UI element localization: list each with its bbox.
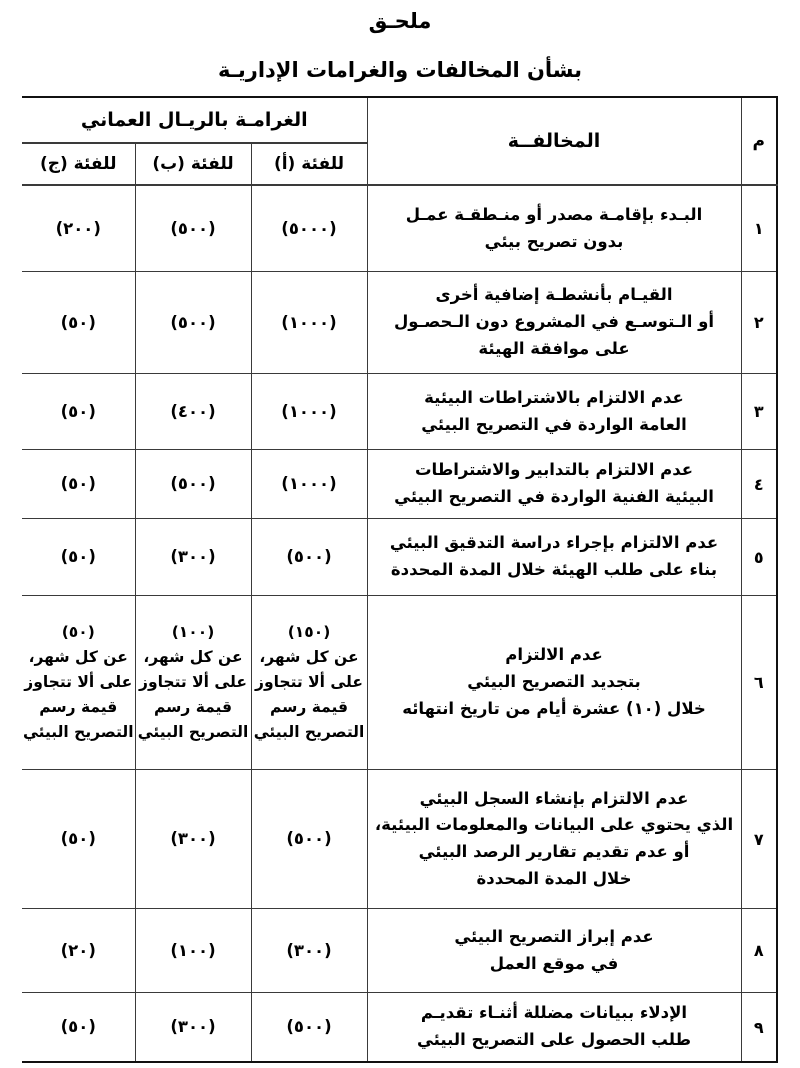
text-line: البـدء بإقامـة مصدر أو منـطقـة عمـل — [405, 204, 703, 224]
header-category-c: للفئة (ج) — [22, 143, 135, 185]
fee-condition-line: على ألا تتجاوز — [255, 672, 363, 691]
text-line: عدم الالتزام بإنشاء السجل البيئي — [419, 788, 689, 808]
table-header-row-1 — [22, 97, 777, 143]
fee-category-c — [22, 770, 135, 909]
fee-category-c — [22, 993, 135, 1063]
fee-amount: (٥٠٠) — [170, 218, 216, 238]
table-row — [22, 993, 777, 1063]
fee-category-b — [135, 770, 251, 909]
text-line: عدم الالتزام — [505, 645, 603, 665]
row-number: ٩ — [741, 993, 777, 1063]
fee-amount: (٥٠) — [60, 312, 96, 332]
fee-category-b — [135, 993, 251, 1063]
text-line: عدم إبراز التصريح البيئي — [454, 926, 654, 946]
table-row — [22, 374, 777, 450]
fee-condition-line: قيمة رسم — [270, 698, 348, 717]
violation-text — [367, 374, 741, 450]
fee-condition-line: عن كل شهر، — [143, 647, 243, 666]
text-line: عدم الالتزام بإجراء دراسة التدقيق البيئي — [389, 533, 719, 553]
fee-category-c — [22, 450, 135, 519]
table-row — [22, 519, 777, 596]
fee-amount: (٥٠) — [60, 547, 96, 567]
fines-table-container — [22, 96, 778, 1068]
fee-amount: (٣٠٠) — [170, 1017, 216, 1037]
table-row — [22, 596, 777, 770]
row-number: ٨ — [741, 909, 777, 993]
fee-amount: (١٠٠٠) — [281, 312, 337, 332]
violation-text — [367, 450, 741, 519]
fee-condition-line: التصريح البيئي — [22, 723, 134, 742]
table-row — [22, 770, 777, 909]
violation-text — [367, 272, 741, 374]
table-row — [22, 185, 777, 272]
page-subtitle: بشأن المخالفات والغرامات الإداريـة — [217, 58, 583, 83]
row-number: ٤ — [741, 450, 777, 519]
fee-category-b — [135, 374, 251, 450]
fee-category-b — [135, 596, 251, 770]
title-block — [0, 0, 800, 82]
fee-category-c — [22, 519, 135, 596]
fee-category-c — [22, 272, 135, 374]
fee-amount: (٢٠) — [60, 940, 96, 960]
fee-amount: (٤٠٠) — [170, 401, 216, 421]
fee-amount: (٥٠٠) — [286, 1017, 332, 1037]
fee-category-a — [251, 272, 367, 374]
header-fine-group: الغرامـة بالريـال العماني — [22, 97, 367, 143]
fee-amount: (٥٠) — [60, 829, 96, 849]
fee-amount: (٣٠٠) — [170, 829, 216, 849]
header-category-a: للفئة (أ) — [251, 143, 367, 185]
fee-category-a — [251, 374, 367, 450]
text-line: عدم الالتزام بالاشتراطات البيئية — [424, 387, 684, 407]
text-line: عدم الالتزام بالتدابير والاشتراطات — [414, 460, 694, 480]
page-title: ملحـق — [368, 9, 432, 33]
text-line: البيئية الفنية الواردة في التصريح البيئي — [394, 487, 714, 506]
text-line: الإدلاء ببيانات مضللة أثنـاء تقديـم — [420, 1003, 688, 1023]
fee-category-b — [135, 272, 251, 374]
fee-condition-line: التصريح البيئي — [253, 723, 365, 742]
text-line: طلب الحصول على التصريح البيئي — [416, 1030, 692, 1049]
fee-category-a — [251, 519, 367, 596]
text-line: بتجديد التصريح البيئي — [467, 672, 641, 692]
row-number: ٢ — [741, 272, 777, 374]
table-row — [22, 909, 777, 993]
fee-condition-line: التصريح البيئي — [137, 723, 249, 742]
violation-text — [367, 909, 741, 993]
row-number: ٦ — [741, 596, 777, 770]
text-line: أو عدم تقديم تقارير الرصد البيئي — [418, 842, 690, 861]
table-row — [22, 272, 777, 374]
fee-condition-line: قيمة رسم — [154, 698, 232, 717]
fee-condition-line: عن كل شهر، — [259, 647, 359, 666]
fee-amount: (١٠٠) — [171, 622, 215, 641]
fee-category-c — [22, 909, 135, 993]
fee-category-b — [135, 450, 251, 519]
fee-condition-line: قيمة رسم — [39, 698, 118, 717]
row-number: ٧ — [741, 770, 777, 909]
text-line: بدون تصريح بيئي — [484, 231, 624, 251]
fee-category-a — [251, 770, 367, 909]
fee-amount: (١٠٠٠) — [281, 401, 337, 421]
header-category-b: للفئة (ب) — [135, 143, 251, 185]
fines-table — [22, 96, 778, 1063]
fee-amount: (٥٠٠٠) — [281, 218, 337, 238]
fee-category-b — [135, 909, 251, 993]
fee-amount: (٥٠) — [61, 622, 95, 641]
text-line: الذي يحتوي على البيانات والمعلومات البيئية، — [374, 815, 734, 835]
text-line: على موافقة الهيئة — [478, 338, 630, 358]
violation-text — [367, 519, 741, 596]
fee-category-a — [251, 909, 367, 993]
fee-category-c — [22, 596, 135, 770]
fee-category-a — [251, 450, 367, 519]
fee-condition-line: عن كل شهر، — [28, 647, 128, 666]
row-number: ٣ — [741, 374, 777, 450]
row-number: ١ — [741, 185, 777, 272]
fee-category-c — [22, 185, 135, 272]
fee-category-b — [135, 519, 251, 596]
header-violation: المخالفــة — [367, 97, 741, 185]
fee-amount: (٥٠٠) — [286, 829, 332, 849]
violation-text — [367, 185, 741, 272]
fee-amount: (١٥٠) — [287, 622, 331, 641]
text-line: خلال المدة المحددة — [476, 868, 632, 888]
fee-condition-line: على ألا تتجاوز — [24, 672, 133, 691]
fee-amount: (٥٠) — [60, 1017, 96, 1037]
header-number: م — [741, 97, 777, 185]
fee-category-b — [135, 185, 251, 272]
violation-text — [367, 770, 741, 909]
text-line: القيـام بأنشطـة إضافية أخرى — [435, 285, 673, 305]
text-line: خلال (١٠) عشرة أيام من تاريخ انتهائه — [402, 698, 706, 718]
text-line: في موقع العمل — [489, 953, 619, 973]
fee-amount: (١٠٠) — [170, 940, 216, 960]
fee-amount: (٥٠٠) — [170, 312, 216, 332]
fee-amount: (٥٠٠) — [170, 474, 216, 494]
table-row — [22, 450, 777, 519]
fee-category-a — [251, 993, 367, 1063]
text-line: العامة الواردة في التصريح البيئي — [421, 414, 687, 434]
fee-amount: (٣٠٠) — [170, 547, 216, 567]
fee-amount: (٥٠) — [60, 401, 96, 421]
fee-category-a — [251, 596, 367, 770]
fee-amount: (١٠٠٠) — [281, 474, 337, 494]
row-number: ٥ — [741, 519, 777, 596]
fee-amount: (٥٠) — [60, 474, 96, 494]
fee-category-c — [22, 374, 135, 450]
fee-amount: (٥٠٠) — [286, 547, 332, 567]
text-line: بناء على طلب الهيئة خلال المدة المحددة — [390, 560, 718, 579]
fee-condition-line: على ألا تتجاوز — [139, 672, 247, 691]
fee-amount: (٢٠٠) — [55, 218, 101, 238]
text-line: أو الـتوسـع في المشروع دون الـحصـول — [393, 312, 715, 332]
violation-text — [367, 993, 741, 1063]
fee-category-a — [251, 185, 367, 272]
violation-text — [367, 596, 741, 770]
fee-amount: (٣٠٠) — [286, 940, 332, 960]
